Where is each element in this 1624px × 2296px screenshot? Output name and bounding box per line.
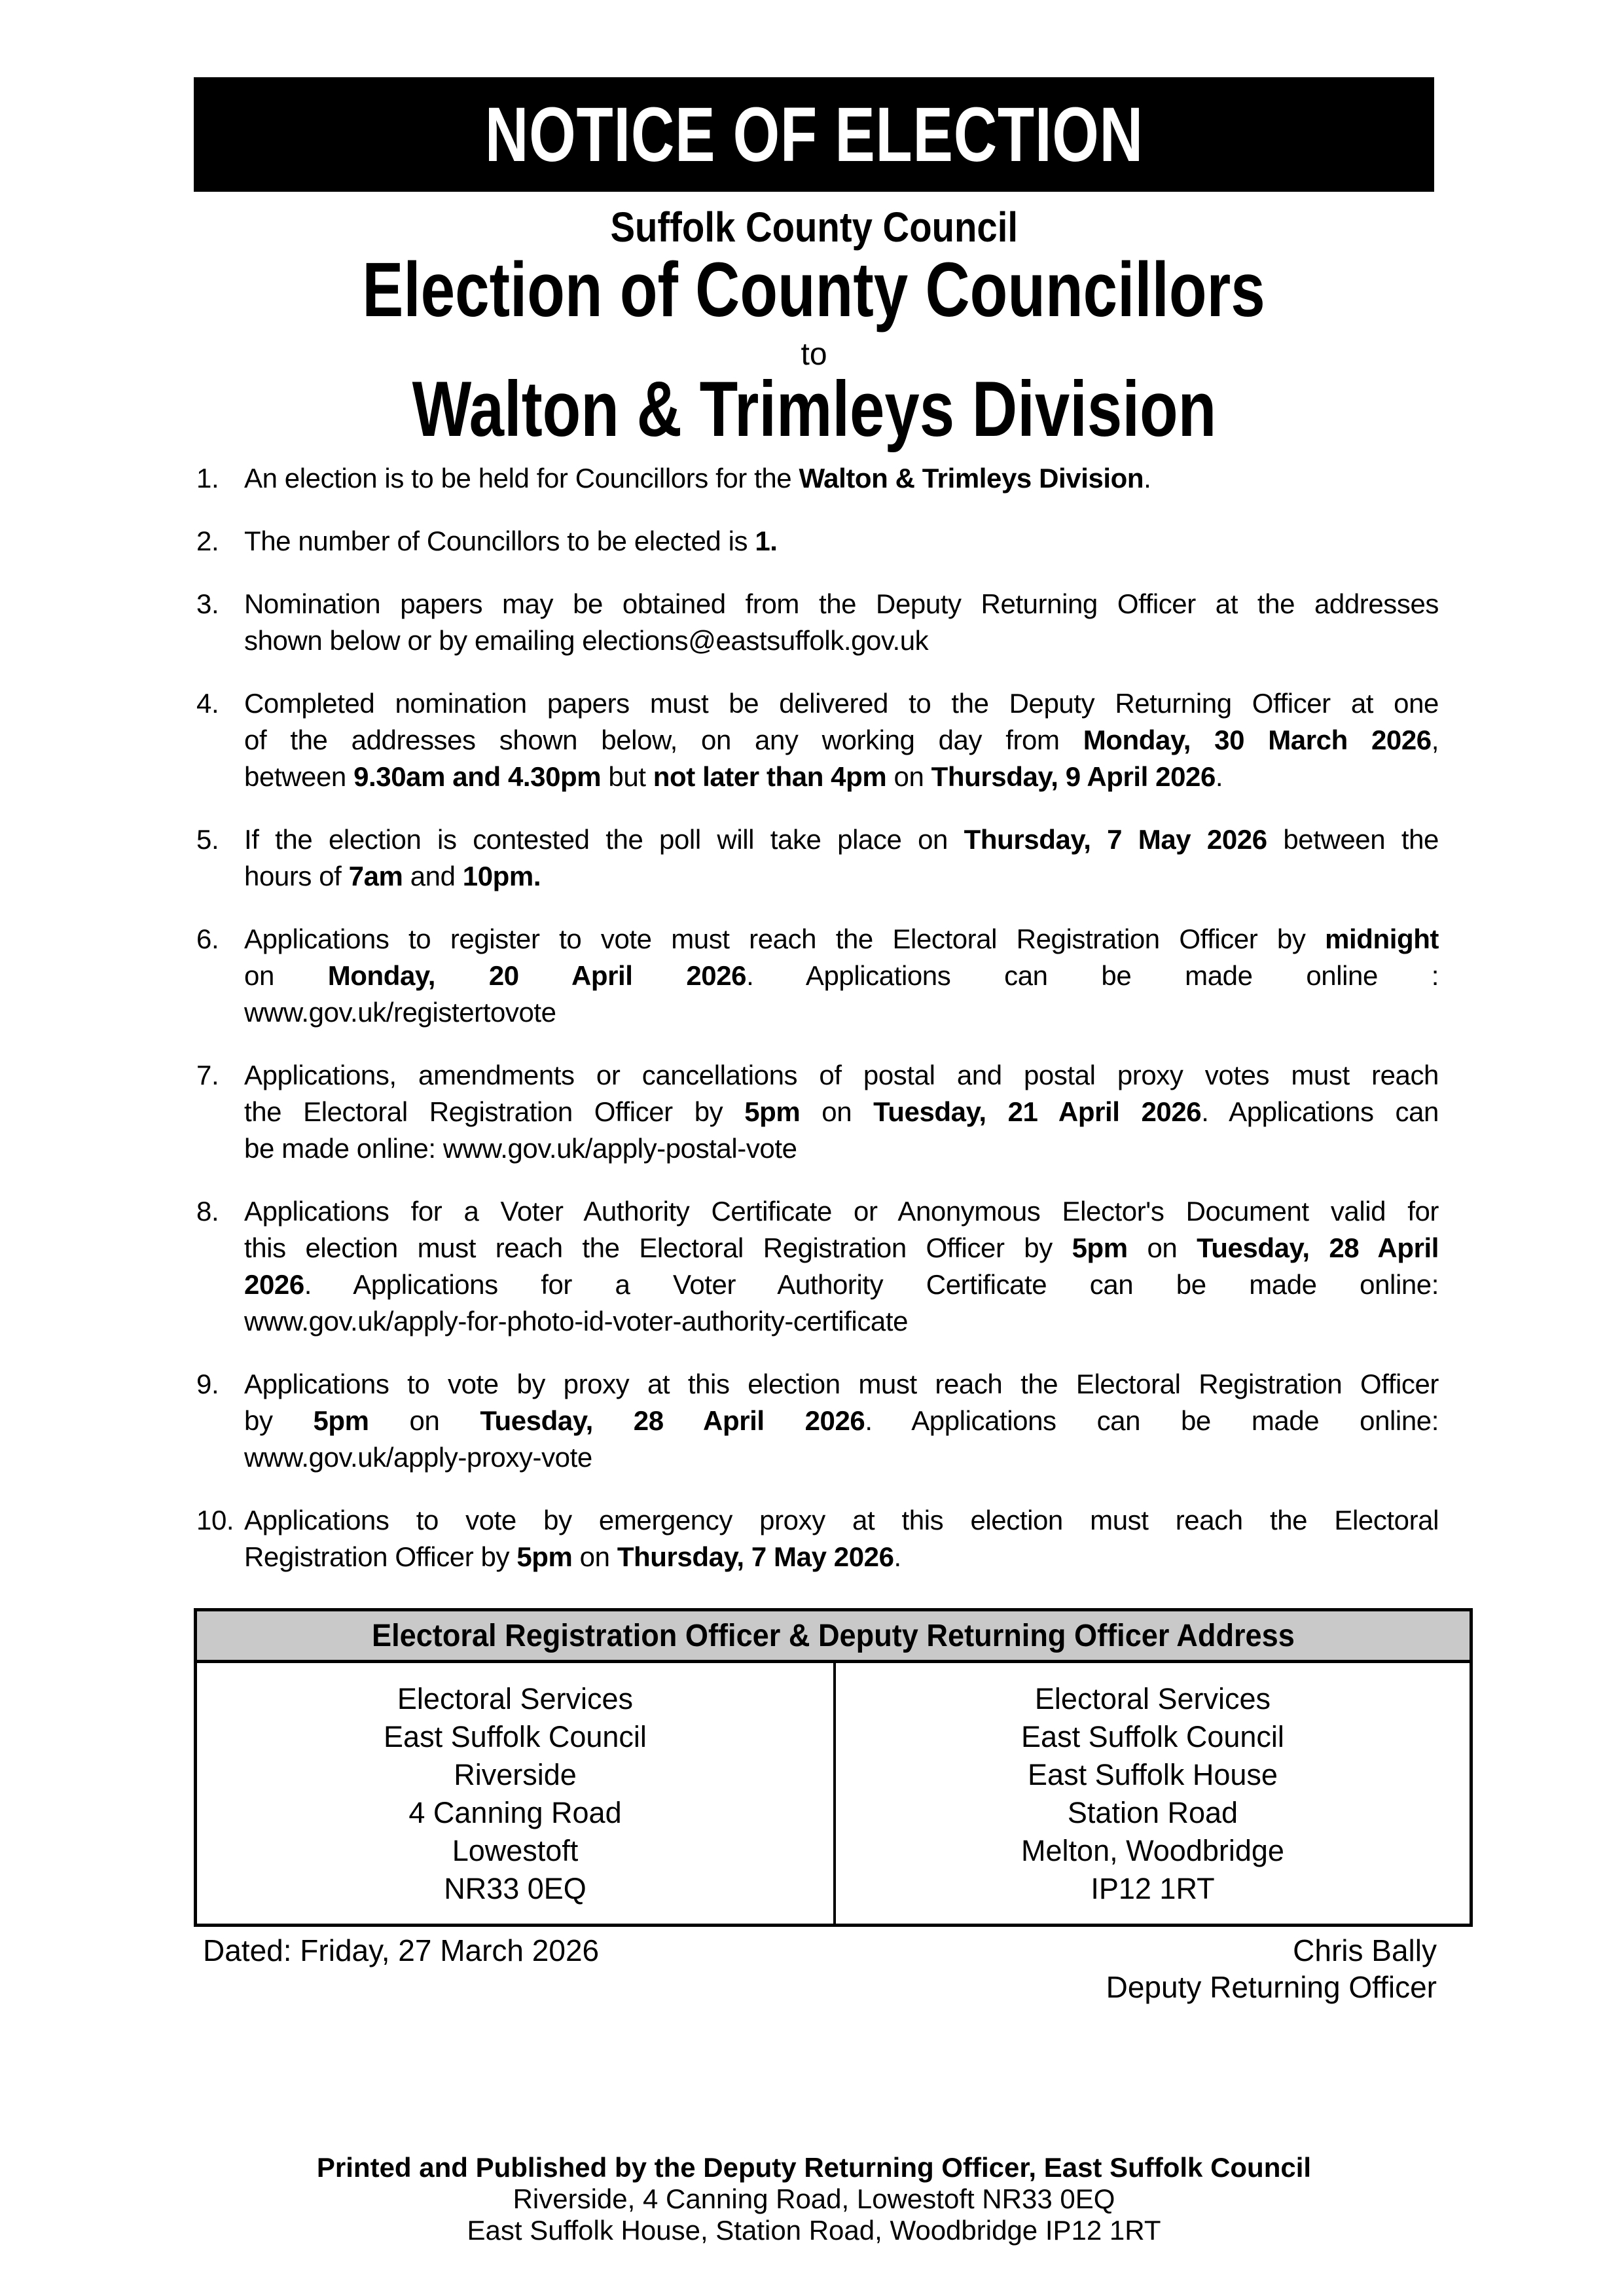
list-item — [196, 821, 1439, 895]
address-table-body — [197, 1663, 1470, 1924]
list-item — [196, 586, 1439, 659]
notice-line: The number of Councillors to be elected is 1. — [244, 526, 778, 556]
notice-line: An election is to be held for Councillors for the Walton & Trimleys Division. — [244, 463, 1151, 493]
notice-line: If the election is contested the poll will take place on Thursday, 7 May 2026 between the — [244, 824, 1439, 855]
notice-line: www.gov.uk/apply-proxy-vote — [244, 1442, 592, 1473]
dated-label: Dated: Friday, 27 March 2026 — [203, 1933, 600, 1967]
notice-line: on Monday, 20 April 2026. Applications can be made online : — [244, 960, 1439, 991]
signatory-name: Chris Bally — [1293, 1933, 1437, 1967]
signoff-row — [203, 1932, 1437, 2005]
notice-banner-title: NOTICE OF ELECTION — [484, 91, 1144, 178]
notice-line: be made online: www.gov.uk/apply-postal-vote — [244, 1133, 797, 1164]
item-text — [244, 921, 1439, 1031]
footer-line-publisher: Printed and Published by the Deputy Returning Officer, East Suffolk Council — [316, 2152, 1312, 2183]
notice-line: of the addresses shown below, on any working day from Monday, 30 March 2026, — [244, 725, 1439, 755]
address-line: Melton, Woodbridge — [1021, 1834, 1284, 1867]
address-line: NR33 0EQ — [444, 1872, 586, 1905]
address-line: IP12 1RT — [1091, 1872, 1215, 1905]
item-text — [244, 460, 1439, 497]
address-line: Lowestoft — [452, 1834, 579, 1867]
list-item — [196, 1502, 1439, 1575]
notice-list — [196, 460, 1439, 1575]
address-table — [194, 1608, 1473, 1927]
address-table-header — [197, 1611, 1470, 1663]
notice-line: hours of 7am and 10pm. — [244, 861, 541, 891]
address-line: Electoral Services — [1034, 1682, 1271, 1715]
item-text — [244, 685, 1439, 795]
item-number: 1. — [196, 463, 219, 493]
address-line: Riverside — [454, 1758, 577, 1791]
item-text — [244, 1057, 1439, 1167]
address-line: 4 Canning Road — [408, 1796, 622, 1829]
address-line: East Suffolk Council — [1021, 1720, 1284, 1753]
notice-line: Nomination papers may be obtained from the Deputy Returning Officer at the addresses — [244, 588, 1439, 619]
authority-name: Suffolk County Council — [610, 204, 1018, 251]
address-line: Station Road — [1067, 1796, 1238, 1829]
list-item — [196, 921, 1439, 1031]
notice-line: Applications for a Voter Authority Certificate or Anonymous Elector's Document valid for — [244, 1196, 1439, 1227]
notice-line: by 5pm on Tuesday, 28 April 2026. Applications can be made online: — [244, 1405, 1439, 1436]
item-number: 7. — [196, 1060, 219, 1090]
footer — [194, 2152, 1434, 2246]
address-column-melton — [833, 1663, 1470, 1924]
item-number: 10. — [196, 1505, 234, 1535]
authority-band — [194, 204, 1434, 250]
signatory-block — [1106, 1932, 1437, 2005]
address-line: East Suffolk House — [1028, 1758, 1278, 1791]
division-title-band — [194, 367, 1434, 452]
list-item — [196, 1193, 1439, 1340]
notice-line: this election must reach the Electoral Registration Officer by 5pm on Tuesday, 28 April — [244, 1232, 1439, 1263]
notice-line: 2026. Applications for a Voter Authority Certificate can be made online: — [244, 1269, 1439, 1300]
connector-to: to — [801, 337, 827, 372]
address-table-header-label: Electoral Registration Officer & Deputy Returning Officer Address — [372, 1618, 1295, 1653]
notice-line: the Electoral Registration Officer by 5pm on Tuesday, 21 April 2026. Applications can — [244, 1096, 1439, 1127]
notice-line: www.gov.uk/registertovote — [244, 997, 556, 1028]
item-text — [244, 523, 1439, 560]
item-text — [244, 1502, 1439, 1575]
item-text — [244, 586, 1439, 659]
item-text — [244, 1366, 1439, 1476]
signatory-title: Deputy Returning Officer — [1106, 1970, 1437, 2004]
item-number: 3. — [196, 588, 219, 619]
address-line: East Suffolk Council — [384, 1720, 647, 1753]
address-column-lowestoft — [197, 1663, 833, 1924]
notice-line: Applications to register to vote must reach the Electoral Registration Officer by midnight — [244, 924, 1439, 954]
notice-line: between 9.30am and 4.30pm but not later than 4pm on Thursday, 9 April 2026. — [244, 761, 1223, 792]
notice-line: Applications to vote by proxy at this election must reach the Electoral Registration Officer — [244, 1369, 1439, 1399]
item-text — [244, 1193, 1439, 1340]
item-number: 6. — [196, 924, 219, 954]
list-item — [196, 460, 1439, 497]
notice-line: shown below or by emailing elections@eastsuffolk.gov.uk — [244, 625, 929, 656]
list-item — [196, 1057, 1439, 1167]
list-item — [196, 1366, 1439, 1476]
list-item — [196, 685, 1439, 795]
notice-line: Applications to vote by emergency proxy at this election must reach the Electoral — [244, 1505, 1439, 1535]
list-item — [196, 523, 1439, 560]
notice-banner — [194, 77, 1434, 192]
notice-line: Registration Officer by 5pm on Thursday, 7 May 2026. — [244, 1541, 901, 1572]
item-number: 2. — [196, 526, 219, 556]
division-title: Walton & Trimleys Division — [412, 365, 1216, 453]
item-number: 5. — [196, 824, 219, 855]
item-text — [244, 821, 1439, 895]
notice-line: www.gov.uk/apply-for-photo-id-voter-authority-certificate — [244, 1306, 909, 1336]
item-number: 9. — [196, 1369, 219, 1399]
address-line: Electoral Services — [397, 1682, 634, 1715]
notice-line: Completed nomination papers must be delivered to the Deputy Returning Officer at one — [244, 688, 1439, 719]
footer-line-address-2: East Suffolk House, Station Road, Woodbridge IP12 1RT — [467, 2215, 1161, 2246]
election-title: Election of County Councillors — [362, 247, 1266, 333]
election-title-band — [194, 249, 1434, 331]
item-number: 4. — [196, 688, 219, 719]
notice-line: Applications, amendments or cancellations of postal and postal proxy votes must reach — [244, 1060, 1439, 1090]
footer-line-address-1: Riverside, 4 Canning Road, Lowestoft NR33 0EQ — [513, 2183, 1115, 2214]
item-number: 8. — [196, 1196, 219, 1227]
